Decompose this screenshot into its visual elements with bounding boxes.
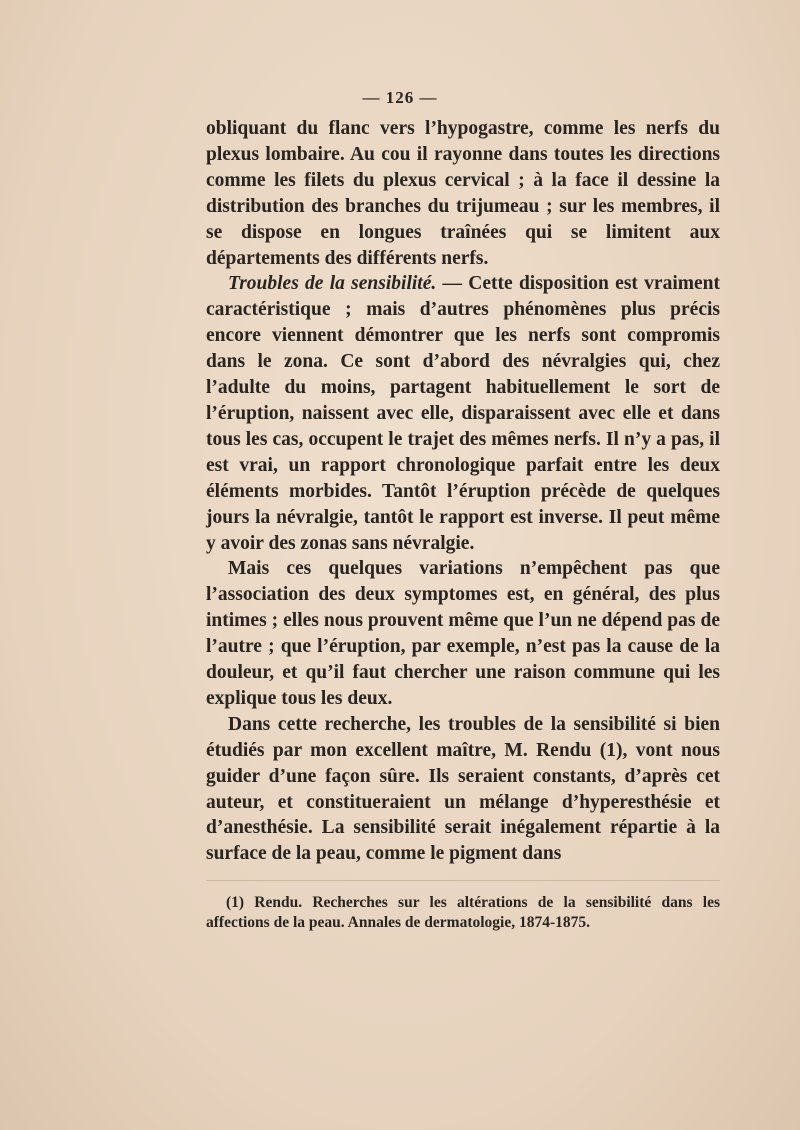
footnote: (1) Rendu. Recherches sur les altérations de la sensibilité dans les affections de la peau. Annales de dermatologie, 1874-1875. xyxy=(206,894,720,931)
section-heading: Troubles de la sensibilité. xyxy=(228,273,437,295)
paragraph-3: Mais ces quelques variations n’empêchent pas que l’association des deux symptomes est, en général, des plus intimes ; elles nous prouvent même que l’un ne dépend pas de l’autre ; que l’éruption, par exemple, n’est pas la cause de la douleur, et qu’il faut chercher une raison commune qui les explique tous les deux. xyxy=(206,558,720,709)
body-text xyxy=(206,116,720,867)
page-number: — 126 — xyxy=(362,88,438,107)
paragraph-2-text: — Cette disposition est vraiment caractéristique ; mais d’autres phénomènes plus précis encore viennent démontrer que les nerfs sont compromis dans le zona. Ce sont d’abord des névralgies qui, chez l’adulte du moins, partagent habituellement le sort de l’éruption, naissent avec elle, disparaissent avec elle et dans tous les cas, occupent le trajet des mêmes nerfs. Il n’y a pas, il est vrai, un rapport chronologique parfait entre les deux éléments morbides. Tantôt l’éruption précède de quelques jours la névralgie, tantôt le rapport est inverse. Il peut même y avoir des zonas sans névralgie. xyxy=(206,273,720,554)
paragraph-4: Dans cette recherche, les troubles de la sensibilité si bien étudiés par mon excellent maître, M. Rendu (1), vont nous guider d’une façon sûre. Ils seraient constants, d’après cet auteur, et constitueraient un mélange d’hyperesthésie et d’anesthésie. La sensibilité serait inégalement répartie à la surface de la peau, comme le pigment dans xyxy=(206,713,720,865)
paragraph-2 xyxy=(206,271,720,556)
paragraph-1: obliquant du flanc vers l’hypogastre, comme les nerfs du plexus lombaire. Au cou il rayonne dans toutes les directions comme les filets du plexus cervical ; à la face il dessine la distribution des branches du trijumeau ; sur les membres, il se dispose en longues traînées qui se limitent aux départements des différents nerfs. xyxy=(206,118,720,269)
footnote-divider xyxy=(206,880,720,881)
